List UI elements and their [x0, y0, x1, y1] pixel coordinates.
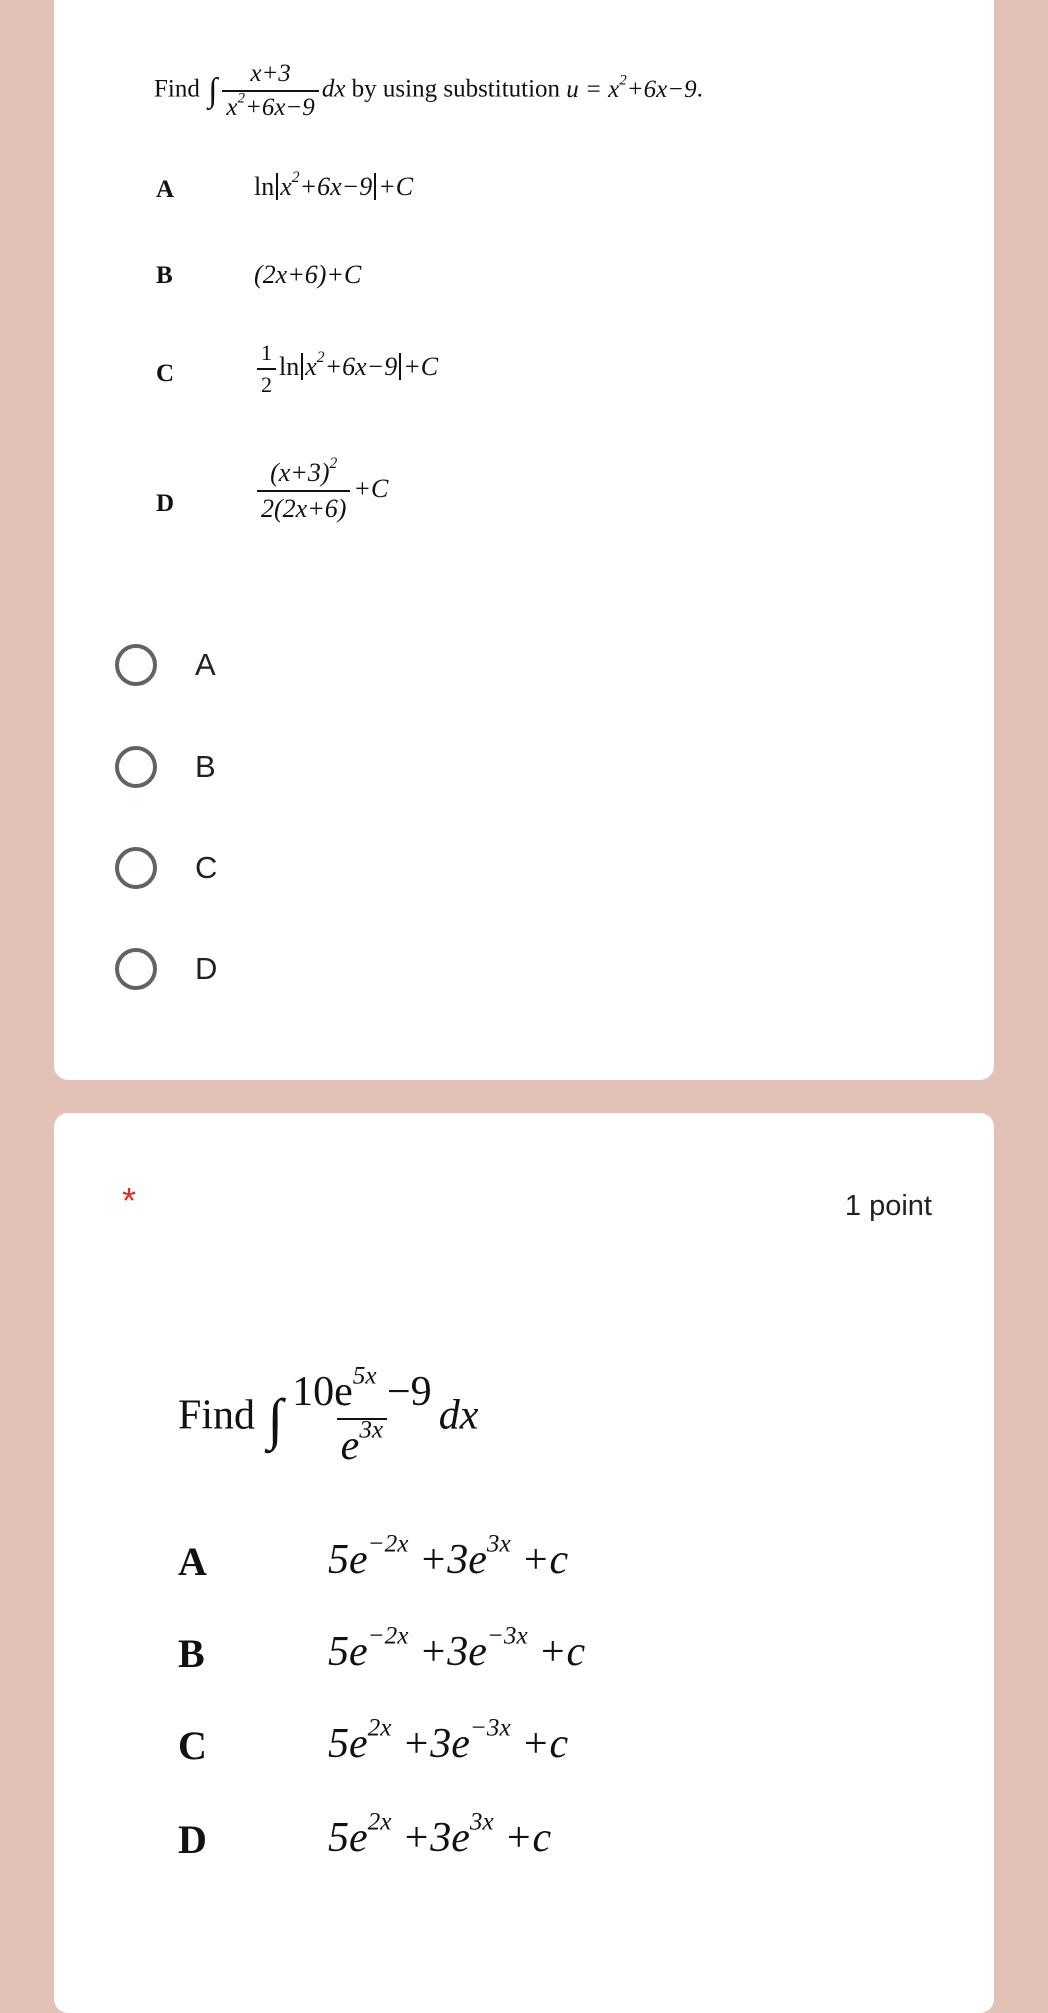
- radio-option-c[interactable]: [115, 841, 217, 895]
- radio-label: C: [195, 850, 218, 885]
- integrand-fraction: [288, 1362, 436, 1470]
- question-card-1: [54, 0, 994, 1080]
- fraction-numerator: $10e^{5x} -9$: [292, 1362, 432, 1415]
- option-c-expression: $\frac{1}{2}$ $\ln x^2+6x-9 +C$: [254, 340, 438, 398]
- find-text: Find: [178, 1392, 256, 1439]
- option-letter-d: D: [156, 490, 175, 517]
- question-2-stem: [178, 1362, 479, 1470]
- radio-button[interactable]: [115, 746, 157, 788]
- option-letter-c: C: [156, 360, 175, 387]
- question-1-stem: Find ∫ $\frac{x+3}{x^2+6x-9}$ dx by using substitution $u = x^2+6x-9$.: [154, 60, 703, 121]
- radio-option-d[interactable]: [115, 942, 217, 996]
- radio-label: A: [195, 647, 216, 682]
- option-letter-b: B: [156, 262, 173, 289]
- substitution-expression: $u = x^2+6x-9$: [566, 71, 697, 103]
- option-b-expression: $5e^{-2x} +3e^{-3x} +c$: [328, 1622, 586, 1675]
- option-b-expression: (2x+6)+C: [254, 260, 362, 289]
- radio-option-b[interactable]: [115, 740, 216, 794]
- integral-sign: ∫: [208, 72, 218, 109]
- option-a-expression: $\ln x^2+6x-9 +C$: [254, 168, 414, 201]
- radio-button[interactable]: [115, 948, 157, 990]
- differential: dx: [321, 75, 346, 103]
- option-letter-b: B: [178, 1631, 205, 1676]
- radio-label: B: [195, 749, 216, 784]
- substitution-text: by using substitution: [351, 75, 561, 103]
- fraction-denominator: $e^{3x}$: [337, 1418, 387, 1470]
- option-d-expression: $\frac{(x+3)^2}{2(2x+6)}$ +C: [254, 458, 388, 524]
- option-letter-c: C: [178, 1723, 207, 1768]
- radio-label: D: [195, 951, 218, 986]
- option-d-expression: $5e^{2x} +3e^{3x} +c$: [328, 1808, 552, 1861]
- required-marker: *: [122, 1180, 137, 1221]
- integrand-fraction: [222, 60, 318, 122]
- option-letter-a: A: [156, 176, 175, 203]
- radio-option-a[interactable]: [115, 638, 216, 692]
- option-letter-a: A: [178, 1539, 207, 1584]
- integral-sign: ∫: [267, 1387, 284, 1451]
- option-letter-d: D: [178, 1817, 207, 1862]
- differential: dx: [438, 1392, 479, 1439]
- radio-button[interactable]: [115, 644, 157, 686]
- fraction-numerator: x+3: [250, 60, 291, 87]
- points-label: 1 point: [844, 1190, 932, 1222]
- find-text: Find: [154, 75, 200, 103]
- option-a-expression: $5e^{-2x} +3e^{3x} +c$: [328, 1530, 569, 1583]
- option-c-expression: $5e^{2x} +3e^{-3x} +c$: [328, 1714, 569, 1767]
- radio-button[interactable]: [115, 847, 157, 889]
- fraction-denominator: $x^2+6x-9$: [222, 90, 318, 122]
